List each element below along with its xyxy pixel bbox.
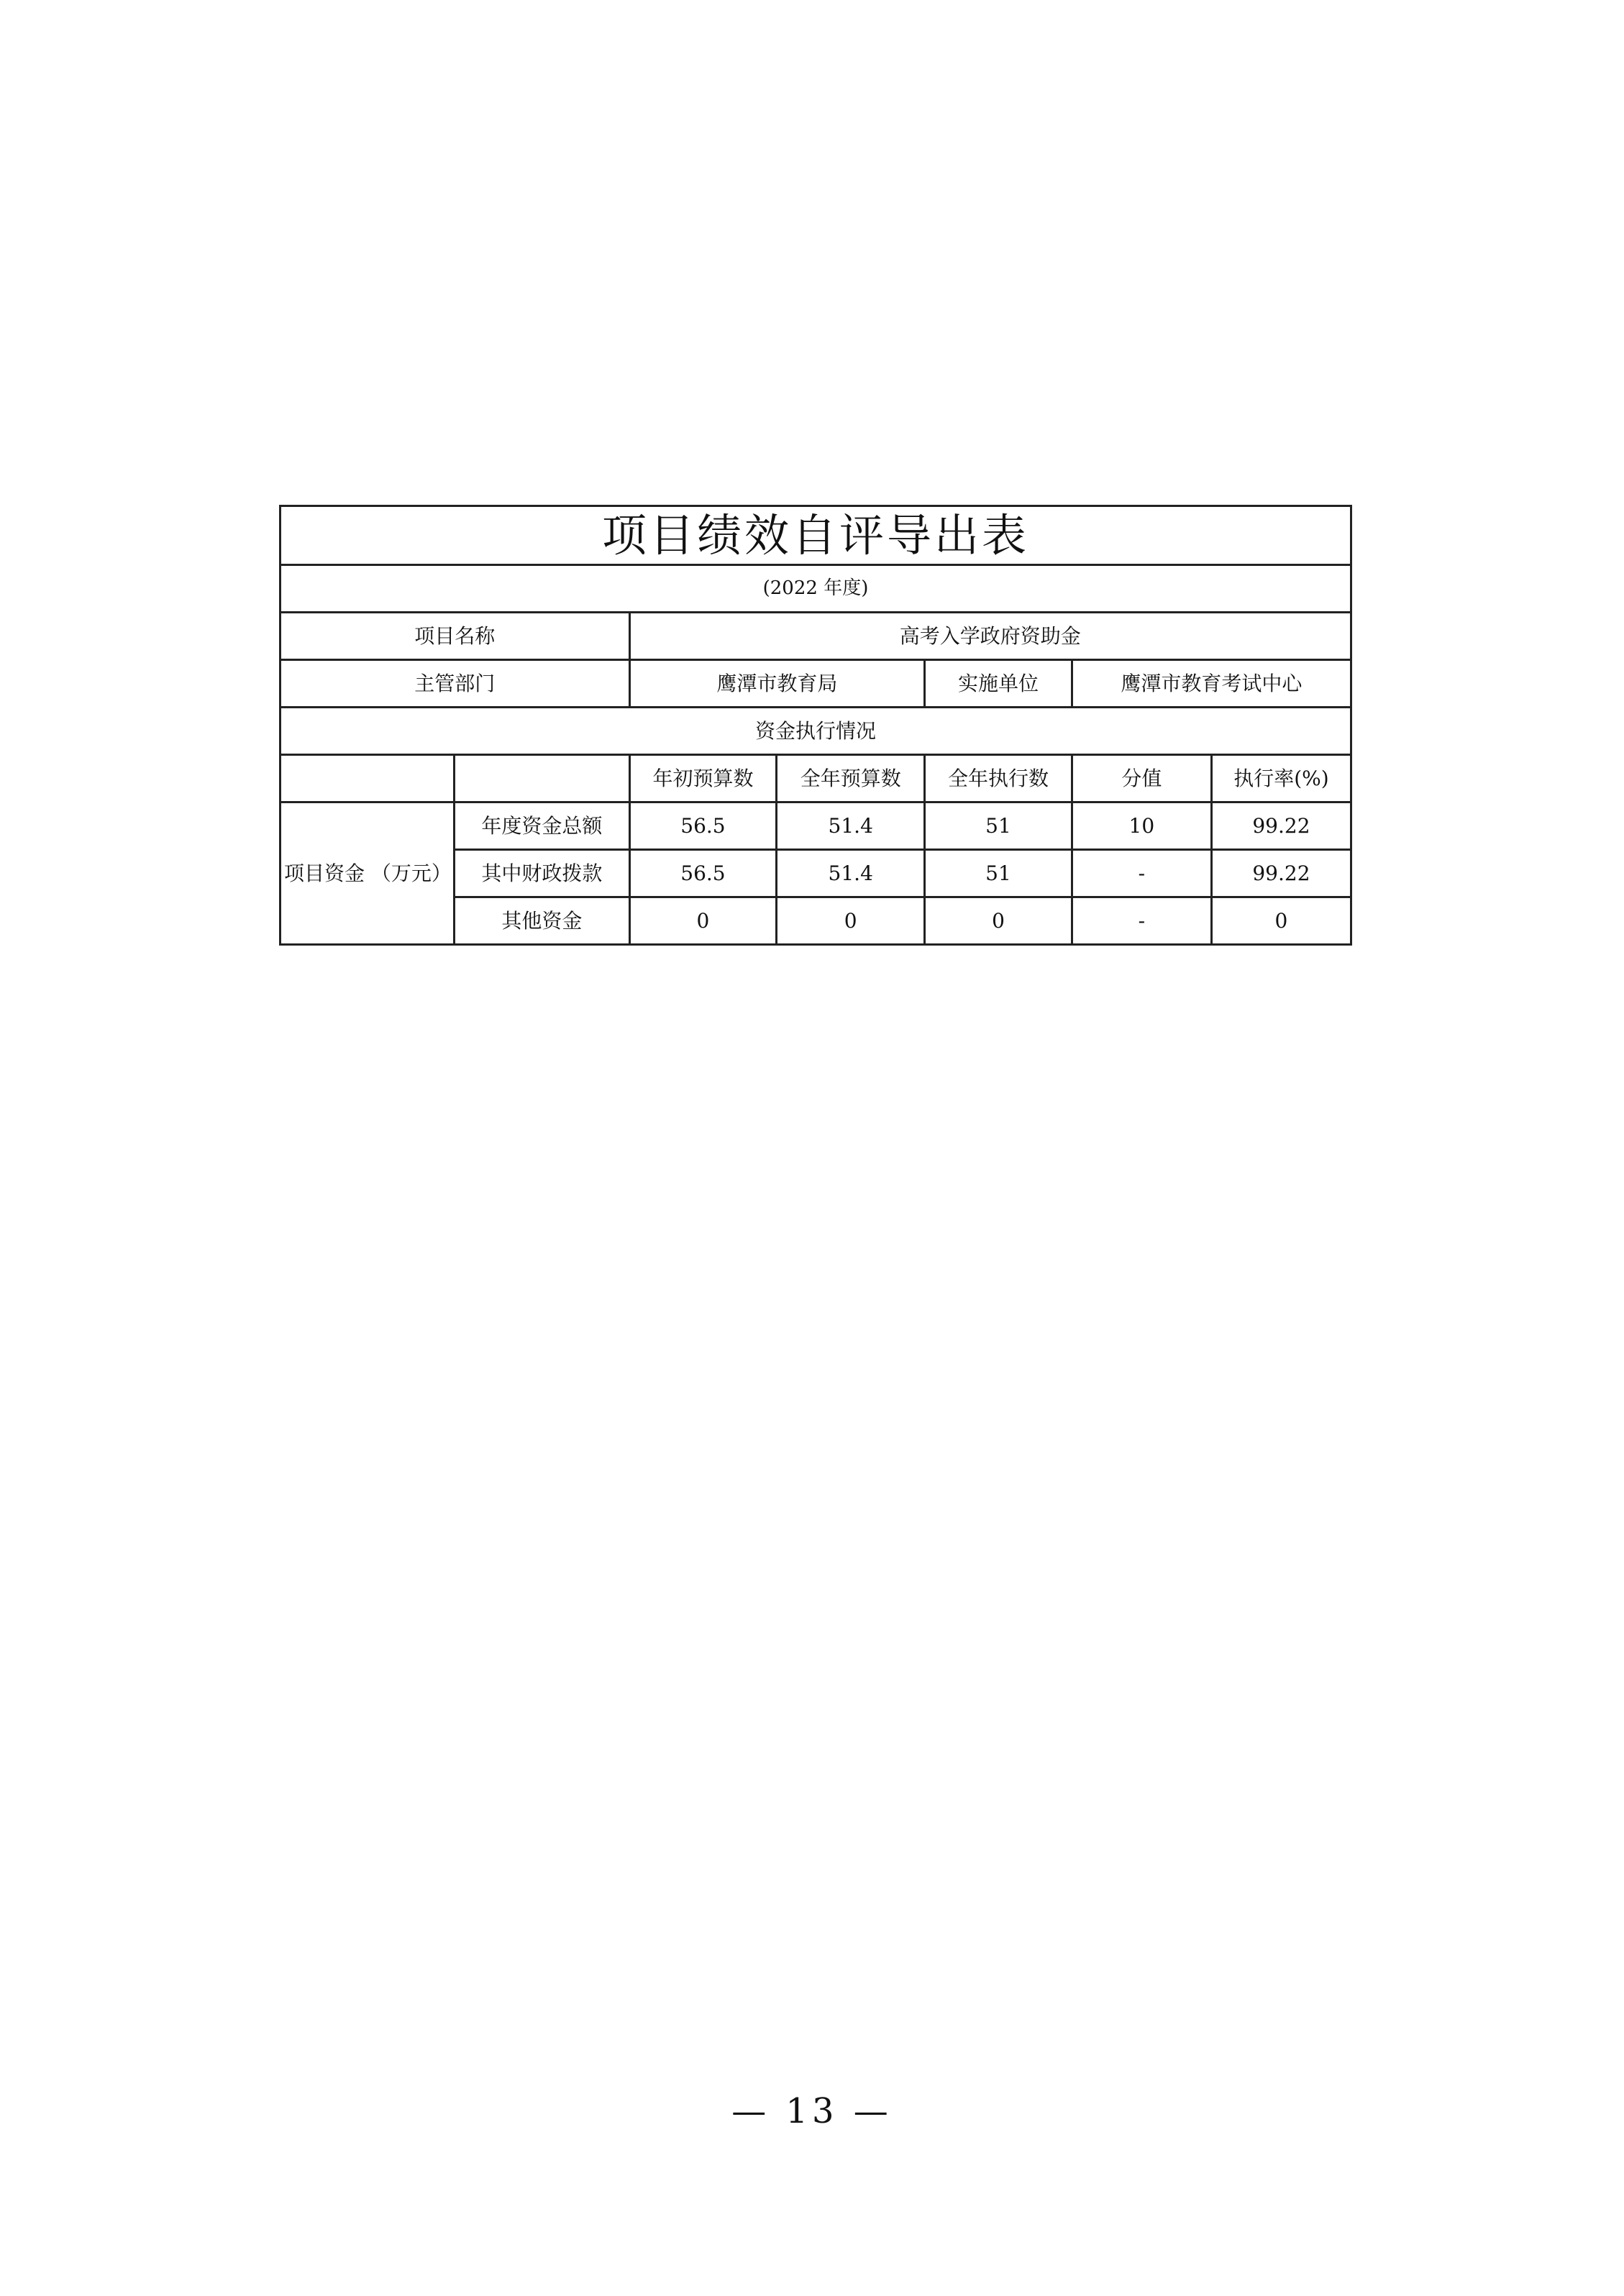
project-name-value: 高考入学政府资助金 — [629, 613, 1351, 660]
funds-cell: 0 — [629, 897, 777, 945]
page-number: — 13 — — [731, 2091, 893, 2131]
funds-header: 执行率(%) — [1211, 755, 1351, 802]
table-title: 项目绩效自评导出表 — [280, 506, 1351, 565]
funds-header: 年初预算数 — [629, 755, 777, 802]
funds-cell: - — [1072, 897, 1211, 945]
funds-cell: 56.5 — [629, 850, 777, 897]
dept-label: 主管部门 — [280, 660, 630, 708]
funds-cell: 99.22 — [1211, 850, 1351, 897]
funds-cell: 0 — [1211, 897, 1351, 945]
funds-row-label: 年度资金总额 — [455, 802, 629, 850]
funds-cell: 51.4 — [777, 802, 925, 850]
unit-label: 实施单位 — [925, 660, 1072, 708]
funds-section-heading: 资金执行情况 — [280, 708, 1351, 755]
funds-cell: 56.5 — [629, 802, 777, 850]
funds-cell: 51 — [925, 802, 1072, 850]
funds-header-blank — [280, 755, 455, 802]
funds-row-label: 其中财政拨款 — [455, 850, 629, 897]
funds-header: 全年执行数 — [925, 755, 1072, 802]
funds-cell: 0 — [925, 897, 1072, 945]
funds-cell: 51 — [925, 850, 1072, 897]
dept-value: 鹰潭市教育局 — [629, 660, 925, 708]
funds-header: 全年预算数 — [777, 755, 925, 802]
funds-row-label: 其他资金 — [455, 897, 629, 945]
funds-cell: 99.22 — [1211, 802, 1351, 850]
performance-table — [279, 505, 1352, 946]
project-name-label: 项目名称 — [280, 613, 630, 660]
funds-header: 分值 — [1072, 755, 1211, 802]
unit-value: 鹰潭市教育考试中心 — [1072, 660, 1351, 708]
fiscal-year: (2022 年度) — [280, 565, 1351, 613]
funds-cell: - — [1072, 850, 1211, 897]
funds-cell: 0 — [777, 897, 925, 945]
funds-group-label: 项目资金 （万元） — [280, 802, 455, 945]
funds-header-blank-2 — [455, 755, 629, 802]
funds-cell: 51.4 — [777, 850, 925, 897]
funds-cell: 10 — [1072, 802, 1211, 850]
